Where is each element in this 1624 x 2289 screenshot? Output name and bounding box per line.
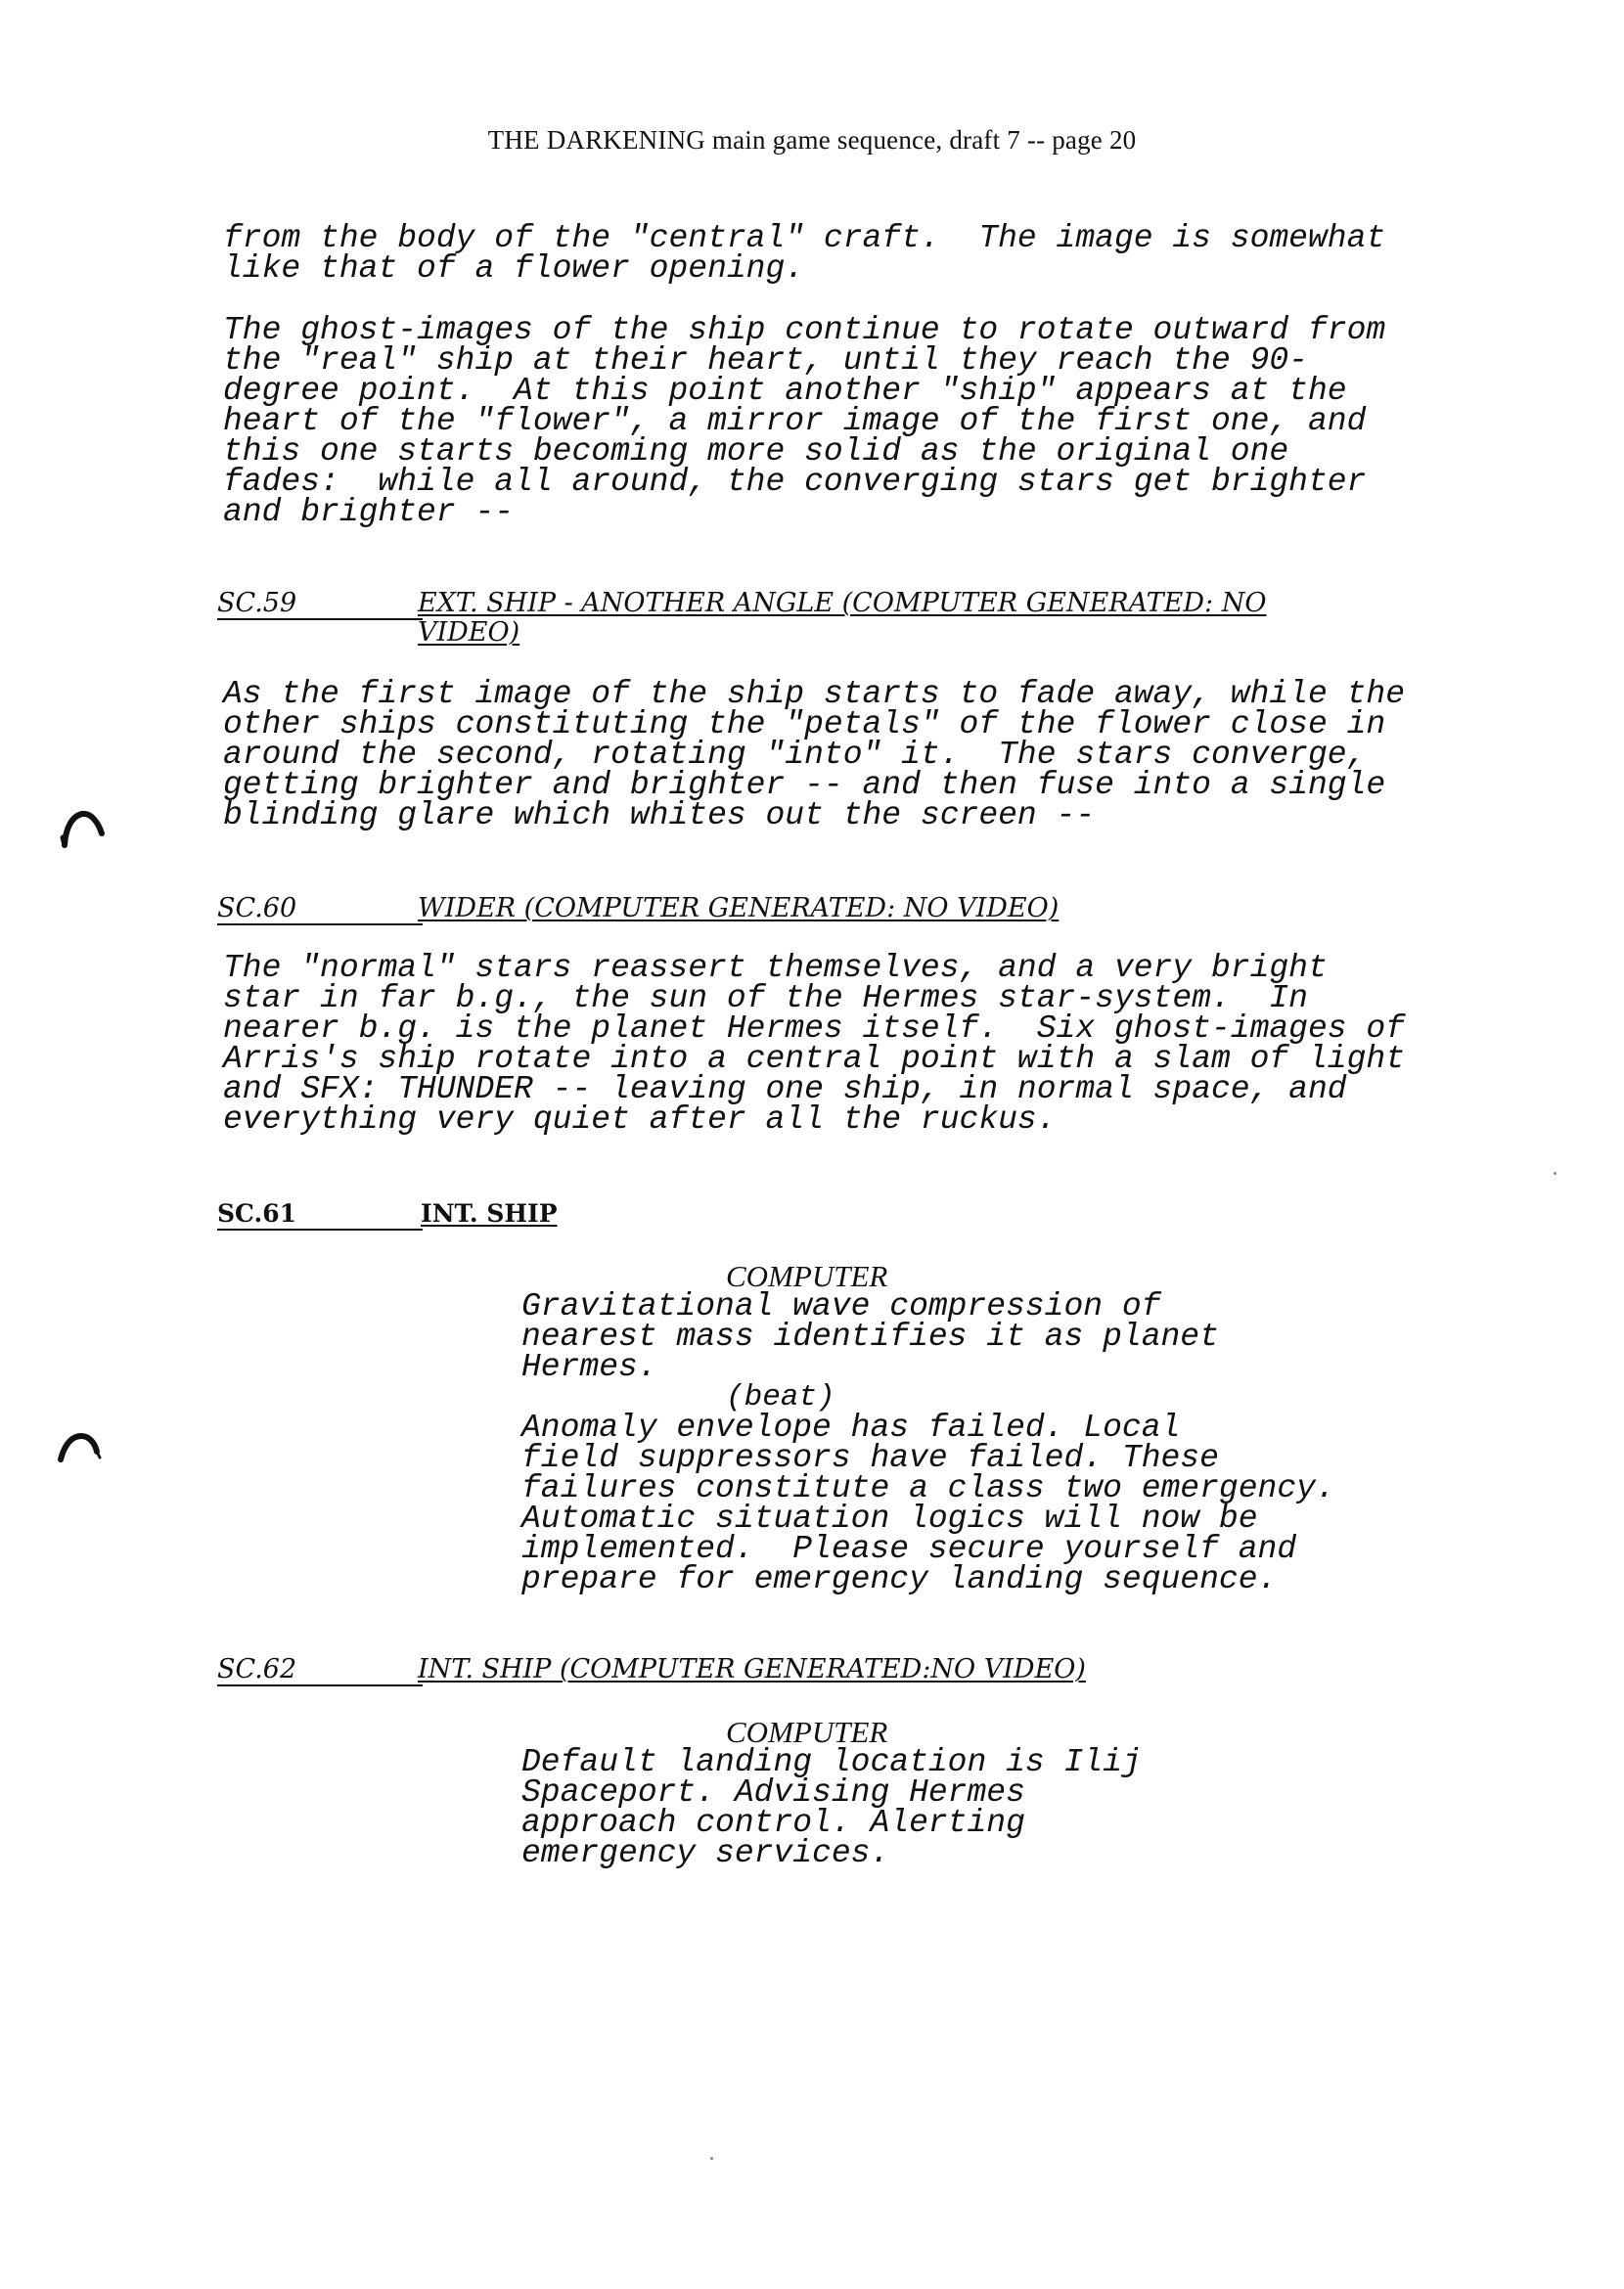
scene-number: SC.62 <box>217 1655 423 1686</box>
scene-slugline: INT. SHIP <box>421 1199 558 1228</box>
scan-speck <box>1554 1172 1556 1175</box>
action-paragraph: As the first image of the ship starts to fade away, while the other ships constituting the "petals" of the flower close in around the second, rotating "into" it. The stars converge, getting brighter and brighter -- and then fuse into a single blinding glare which whites out the screen -- <box>223 676 1405 833</box>
scene-slugline: EXT. SHIP - ANOTHER ANGLE (COMPUTER GENERATED: NO VIDEO) <box>418 588 1267 648</box>
scan-speck <box>710 2157 713 2160</box>
scene-number: SC.61 <box>217 1199 423 1231</box>
parenthetical: (beat) <box>726 1380 835 1414</box>
revision-mark-icon <box>59 808 108 849</box>
scene-number: SC.59 <box>217 589 423 620</box>
scene-number: SC.60 <box>217 894 423 925</box>
action-paragraph: from the body of the "central" craft. The image is somewhat like that of a flower opening. <box>223 220 1386 287</box>
revision-mark-icon <box>55 1428 104 1469</box>
dialogue-block: Gravitational wave compression of nearest mass identifies it as planet Hermes. <box>521 1288 1219 1385</box>
dialogue-block: Default landing location is Ilij Spaceport. Advising Hermes approach control. Alerting emergency services. <box>521 1744 1142 1871</box>
dialogue-block: Anomaly envelope has failed. Local field suppressors have failed. These failures constitute a class two emergency. Automatic situation logics will now be implemented. Please secure yourself and prepare for emergency landing sequence. <box>521 1410 1335 1597</box>
action-paragraph: The ghost-images of the ship continue to rotate outward from the "real" ship at their heart, until they reach the 90- degree point. At this point another "ship" appears at the heart of the "flower", a mirror image of the first one, and this one starts becoming more solid as the original one fades: while all around, the converging stars get brighter and brighter -- <box>223 312 1386 530</box>
character-cue: COMPUTER <box>726 1259 888 1293</box>
page-header: THE DARKENING main game sequence, draft 7 -- page 20 <box>487 125 1137 155</box>
character-cue: COMPUTER <box>726 1715 888 1749</box>
action-paragraph: The "normal" stars reassert themselves, and a very bright star in far b.g., the sun of the Hermes star-system. In nearer b.g. is the planet Hermes itself. Six ghost-images of Arris's ship rotate into a central point with a slam of light and SFX: THUNDER -- leaving one ship, in normal space, and everything very quiet after all the ruckus. <box>223 950 1405 1138</box>
scene-slugline: WIDER (COMPUTER GENERATED: NO VIDEO) <box>418 893 1060 923</box>
scene-slugline: INT. SHIP (COMPUTER GENERATED:NO VIDEO) <box>418 1654 1086 1684</box>
